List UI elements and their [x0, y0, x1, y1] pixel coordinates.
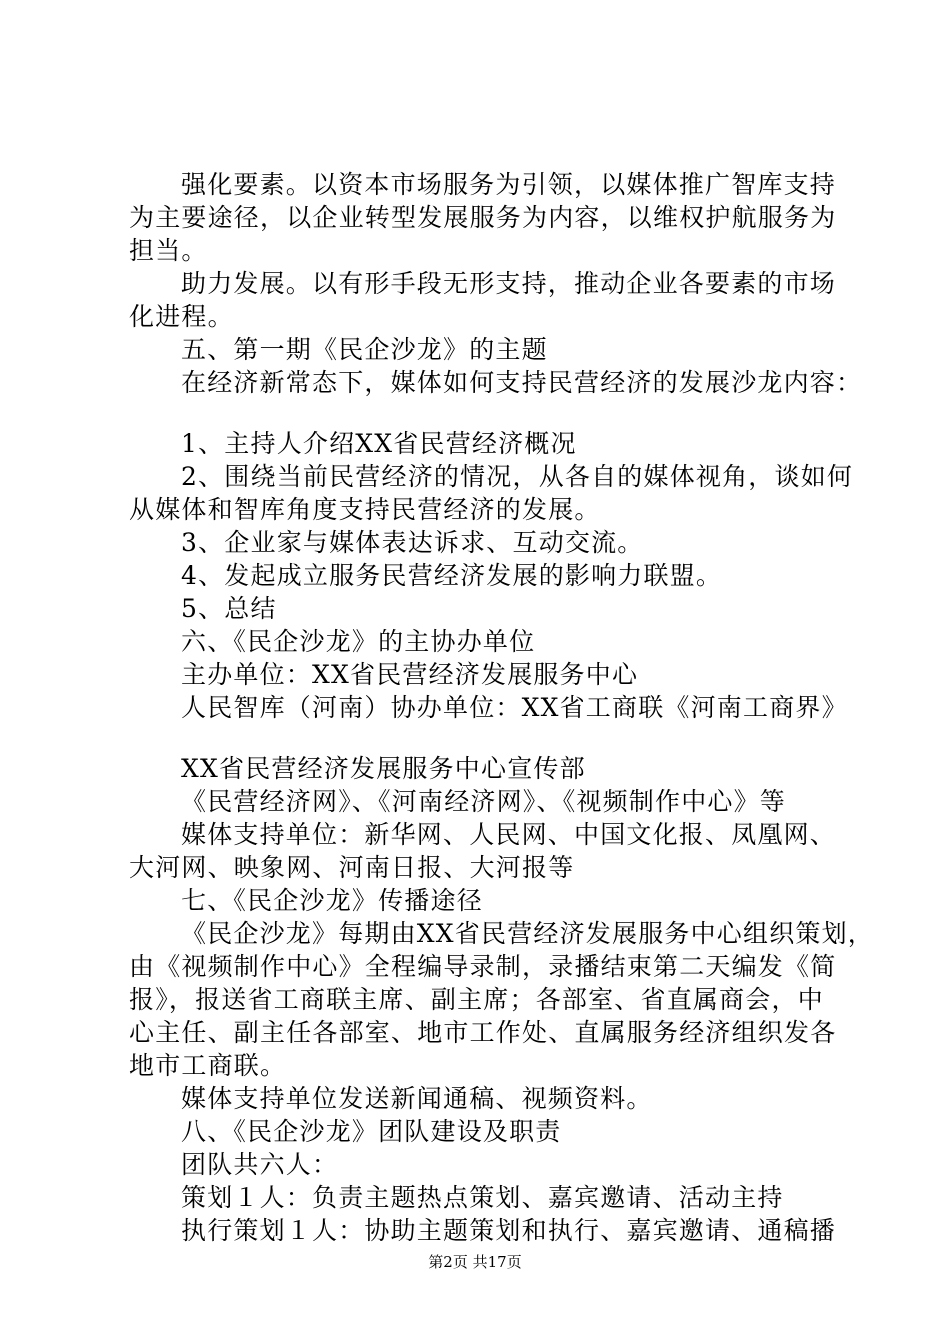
text-line: 助力发展。以有形手段无形支持，推动企业各要素的市场 [181, 269, 837, 298]
text-line: 八、《民企沙龙》团队建设及职责 [181, 1117, 562, 1146]
text-line: 担当。 [129, 236, 208, 265]
text-line: 地市工商联。 [129, 1051, 287, 1080]
paragraph-gap [129, 399, 839, 427]
text-line: 为主要途径，以企业转型发展服务为内容，以维权护航服务为 [129, 203, 837, 232]
text-line: 策划１人：负责主题热点策划、嘉宾邀请、活动主持 [181, 1183, 784, 1212]
text-line: 化进程。 [129, 302, 234, 331]
document-body [129, 168, 874, 1247]
text-line: 5、总结 [181, 594, 277, 623]
text-line: 在经济新常态下，媒体如何支持民营经济的发展沙龙内容： [181, 368, 863, 397]
text-line: 《民企沙龙》每期由XX省民营经济发展服务中心组织策划， [181, 919, 874, 948]
page-number: 第2页 共17页 [428, 1253, 522, 1271]
text-line: 人民智库（河南）协办单位：XX省工商联《河南工商界》 [181, 693, 848, 722]
text-line: 心主任、副主任各部室、地市工作处、直属服务经济组织发各 [129, 1018, 837, 1047]
text-line: 七、《民企沙龙》传播途径 [181, 886, 483, 915]
text-line: 3、企业家与媒体表达诉求、互动交流。 [181, 528, 644, 557]
text-line: 从媒体和智库角度支持民营经济的发展。 [129, 495, 601, 524]
text-line: 2、围绕当前民营经济的情况，从各自的媒体视角，谈如何 [181, 462, 854, 491]
text-line: 报》，报送省工商联主席、副主席；各部室、省直属商会，中 [129, 985, 824, 1014]
paragraph-gap [129, 724, 839, 752]
text-line: 团队共六人： [181, 1150, 339, 1179]
text-line: 六、《民企沙龙》的主协办单位 [181, 627, 536, 656]
text-line: 《民营经济网》、《河南经济网》、《视频制作中心》等 [181, 787, 787, 816]
text-line: 大河网、映象网、河南日报、大河报等 [129, 853, 575, 882]
text-line: 由《视频制作中心》全程编导录制，录播结束第二天编发《简 [129, 952, 837, 981]
text-line: 执行策划１人：协助主题策划和执行、嘉宾邀请、通稿播 [181, 1216, 837, 1245]
text-line: 1、主持人介绍XX省民营经济概况 [181, 429, 577, 458]
text-line: 主办单位：XX省民营经济发展服务中心 [181, 660, 639, 689]
text-line: 4、发起成立服务民营经济发展的影响力联盟。 [181, 561, 723, 590]
text-line: XX省民营经济发展服务中心宣传部 [181, 754, 586, 783]
page-footer [0, 1252, 950, 1272]
text-line: 媒体支持单位发送新闻通稿、视频资料。 [181, 1084, 653, 1113]
text-line: 强化要素。以资本市场服务为引领，以媒体推广智库支持 [181, 170, 837, 199]
text-line: 五、第一期《民企沙龙》的主题 [181, 335, 548, 364]
text-line: 媒体支持单位：新华网、人民网、中国文化报、凤凰网、 [181, 820, 837, 849]
